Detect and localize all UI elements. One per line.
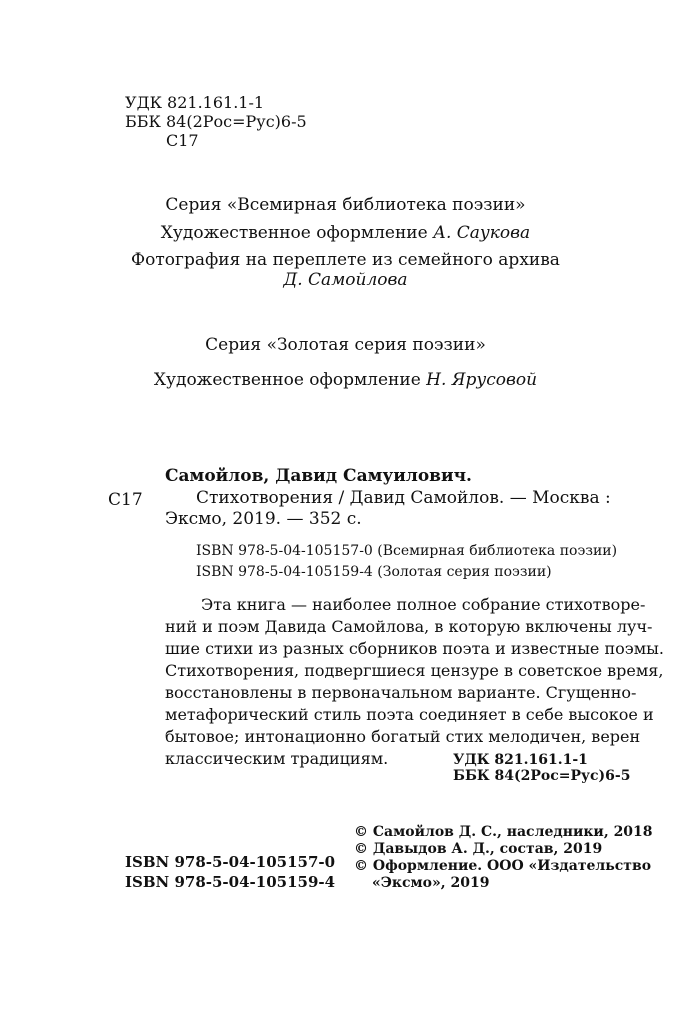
series1-title: Серия «Всемирная библиотека поэзии» (165, 195, 526, 215)
annotation-line: Эта книга — наиболее полное собрание стихотворе- (201, 595, 646, 614)
footer-isbn-2: ISBN 978-5-04-105159-4 (125, 873, 336, 891)
record-author: Самойлов, Давид Самуилович. (165, 466, 472, 486)
copyright-line: © Оформление. ООО «Издательство (354, 858, 652, 874)
annotation-line: восстановлены в первоначальном варианте. Сгущенно- (165, 683, 637, 702)
record-isbn-1: ISBN 978-5-04-105157-0 (Всемирная библиотека поэзии) (196, 543, 618, 559)
record-title-line2: Эксмо, 2019. — 352 с. (165, 509, 362, 529)
series1-designer-name: А. Саукова (433, 223, 531, 243)
annotation-line: Стихотворения, подвергшиеся цензуре в советское время, (165, 661, 664, 680)
series1-photo: Фотография на переплете из семейного архива (131, 250, 560, 270)
copyright-line: © Давыдов А. Д., состав, 2019 (354, 841, 603, 857)
header-author-mark: С17 (166, 131, 199, 150)
footer-isbn-1: ISBN 978-5-04-105157-0 (125, 853, 336, 871)
annotation-line: бытовое; интонационно богатый стих мелодичен, верен (165, 727, 641, 746)
series2-designer-name: Н. Ярусовой (426, 370, 538, 390)
record-bbk: ББК 84(2Рос=Рус)6-5 (453, 768, 631, 784)
record-annotation (165, 594, 664, 770)
record-mark: С17 (108, 490, 143, 510)
series1-photo-credit: Д. Самойлова (283, 270, 408, 290)
record-udk: УДК 821.161.1-1 (453, 752, 588, 768)
copyright-line: «Эксмо», 2019 (372, 875, 490, 891)
annotation-line: классическим традициям. (165, 749, 389, 768)
record-isbn-2: ISBN 978-5-04-105159-4 (Золотая серия поэзии) (196, 564, 552, 580)
annotation-line: ний и поэм Давида Самойлова, в которую включены луч- (165, 617, 653, 636)
copyright-line: © Самойлов Д. С., наследники, 2018 (354, 824, 653, 840)
series2-design: Художественное оформление Н. Ярусовой (153, 370, 538, 390)
series2-title: Серия «Золотая серия поэзии» (205, 335, 486, 355)
header-udk: УДК 821.161.1-1 (125, 93, 265, 112)
annotation-line: шие стихи из разных сборников поэта и известные поэмы. (165, 639, 664, 658)
record-title-line1: Стихотворения / Давид Самойлов. — Москва : (196, 488, 611, 508)
series1-design: Художественное оформление А. Саукова (160, 223, 531, 243)
header-bbk: ББК 84(2Рос=Рус)6-5 (125, 112, 307, 131)
annotation-line: метафорический стиль поэта соединяет в себе высокое и (165, 705, 654, 724)
